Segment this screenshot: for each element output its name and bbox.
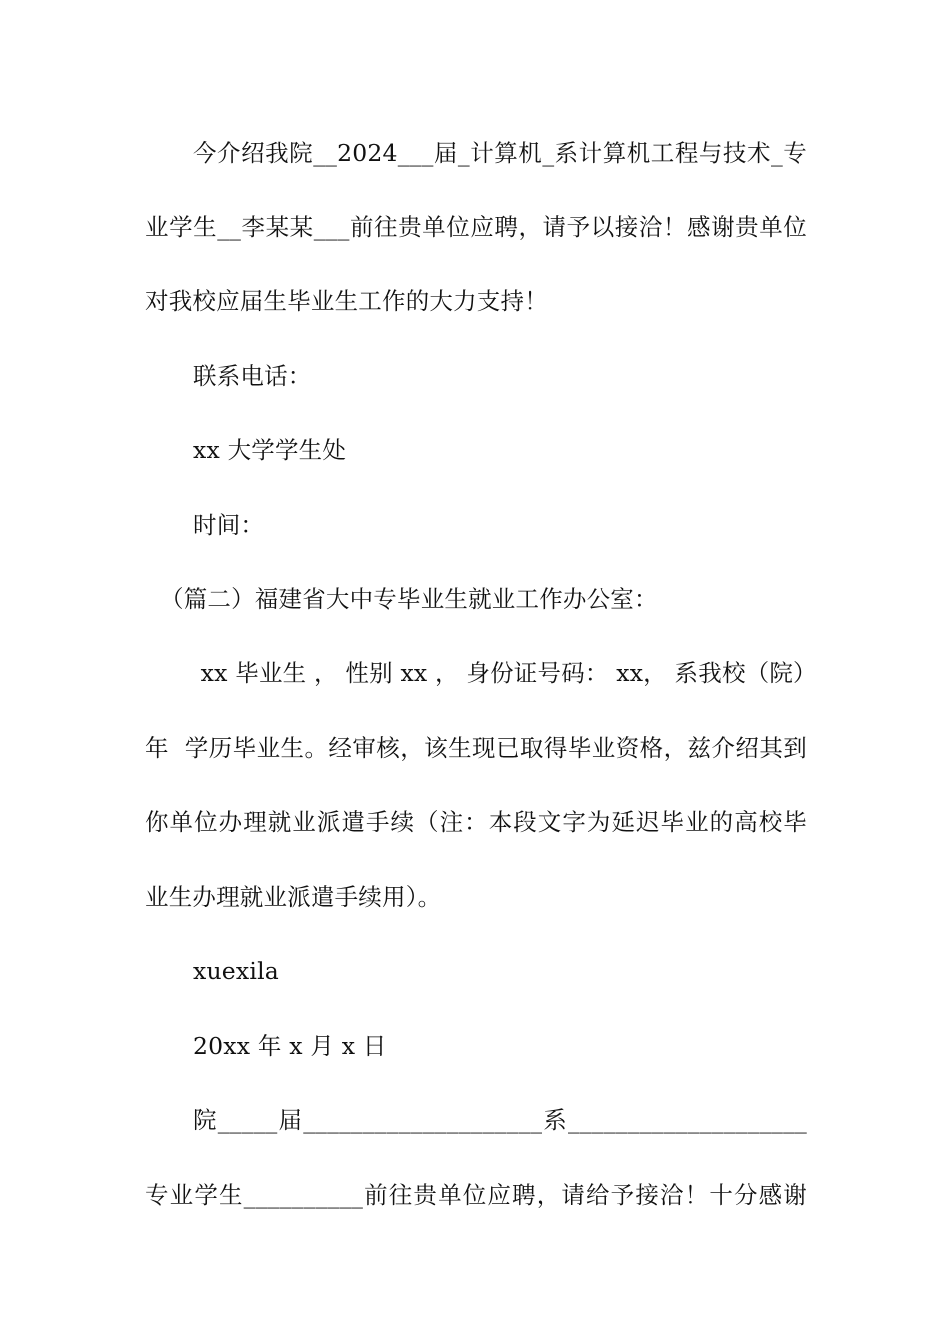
- paragraph-line-3: 对我校应届生毕业生工作的大力支持！: [145, 287, 548, 315]
- office-name: xx 大学学生处: [193, 436, 347, 464]
- paragraph-line-1: 今介绍我院__2024___届_计算机_系计算机工程与技术_专: [193, 139, 807, 167]
- signature-text: xuexila: [193, 957, 279, 985]
- paragraph-line-11: 业生办理就业派遣手续用）。: [145, 883, 442, 911]
- paragraph-line-2: 业学生__李某某___前往贵单位应聘，请予以接洽！感谢贵单位: [145, 213, 807, 241]
- paragraph-line-9: 年 学历毕业生。经审核，该生现已取得毕业资格，兹介绍其到: [145, 734, 807, 762]
- date-line: 20xx 年 x 月 x 日: [193, 1032, 387, 1060]
- form-line-2: 专业学生__________前往贵单位应聘，请给予接洽！十分感谢: [145, 1181, 807, 1209]
- paragraph-line-8: xx 毕业生 ， 性别 xx ， 身份证号码： xx， 系我校（院）: [193, 659, 817, 687]
- paragraph-line-10: 你单位办理就业派遣手续（注：本段文字为延迟毕业的高校毕: [145, 808, 807, 836]
- form-line-1: 院_____届____________________系____________________: [193, 1106, 807, 1134]
- time-label: 时间：: [193, 511, 265, 539]
- section-two-heading: （篇二）福建省大中专毕业生就业工作办公室：: [160, 585, 658, 613]
- contact-phone-label: 联系电话：: [193, 362, 312, 390]
